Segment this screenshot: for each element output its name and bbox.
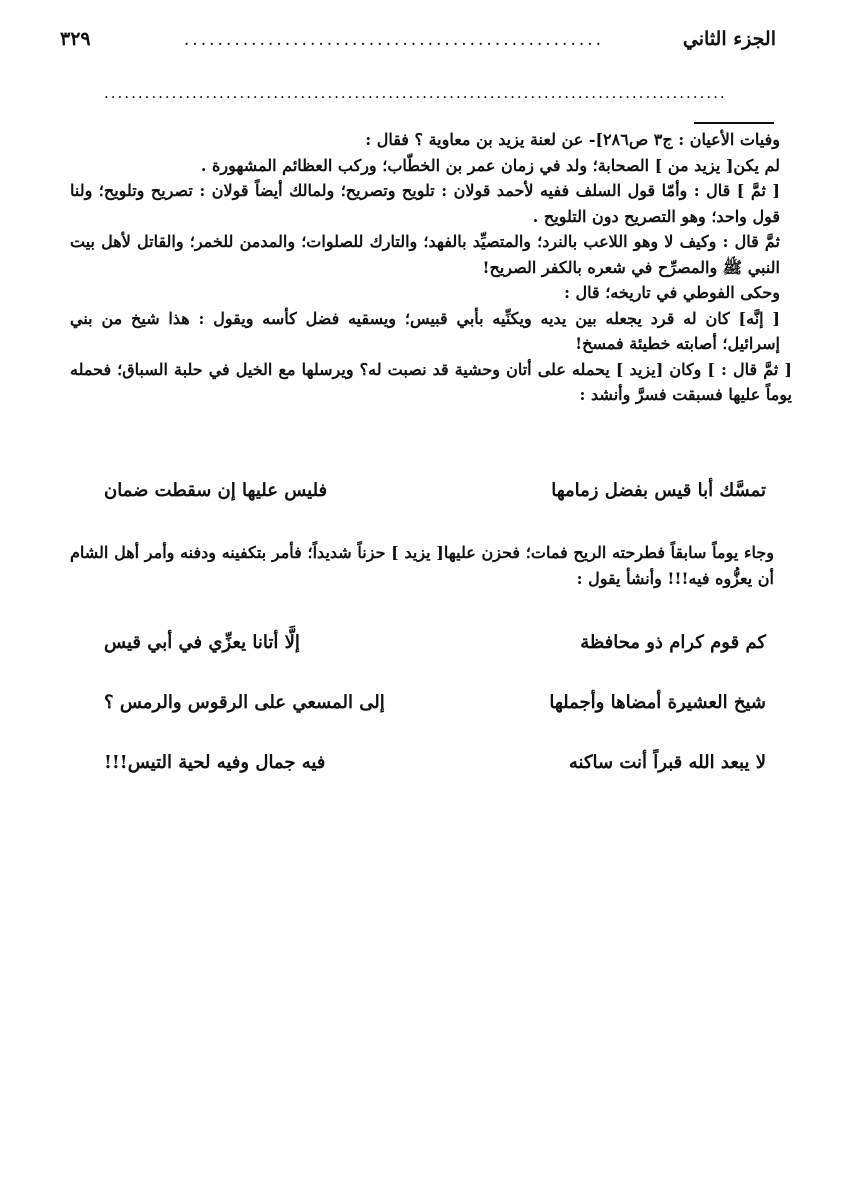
verse-first-hemistich: كم قوم كرام ذو محافظة: [580, 632, 766, 653]
verse-first-hemistich: لا يبعد الله قبراً أنت ساكنه: [568, 752, 766, 773]
paragraph-source: وفيات الأعيان : ج٣ ص٢٨٦]- عن لعنة يزيد بن معاوية ؟ فقال :: [365, 130, 780, 149]
page-number: ٣٢٩: [60, 28, 91, 50]
paragraph-monkey: [ إنَّه] كان له قرد يجعله بين يديه ويكنِّيه بأبي قبيس؛ ويسقيه فضل كأسه ويقول : هذا شيخ من بني إسرائيل؛ أصابته خطيئة فمسخ!: [70, 308, 780, 353]
paragraph-not-companion: لم يكن[ يزيد من ] الصحابة؛ ولد في زمان عمر بن الخطّاب؛ وركب العظائم المشهورة .: [200, 155, 780, 175]
text-block-middle: [70, 540, 774, 592]
page-header: [60, 28, 776, 64]
paragraph-how-not: ثمَّ قال : وكيف لا وهو اللاعب بالنرد؛ والمتصيِّد بالفهد؛ والتارك للصلوات؛ والمدمن للخمر؛ والقاتل لأهل بيت النبي ﷺ والمصرِّح في شعره بالكفر الصريح!: [70, 232, 780, 277]
verse-first-hemistich: شيخ العشيرة أمضاها وأجملها: [549, 692, 766, 713]
verse-line: [104, 632, 766, 662]
verse-line: [104, 480, 766, 510]
verse-first-hemistich: تمسَّك أبا قيس بفضل زمامها: [551, 480, 766, 501]
text-block-top: [70, 127, 792, 408]
section-title: الجزء الثاني: [682, 28, 776, 50]
verse-second-hemistich: إلَّا أتانا يعزِّي في أبي قيس: [104, 632, 300, 653]
dotted-separator: ............................................................................................: [104, 84, 727, 102]
footnote-rule: [694, 122, 774, 124]
verse-second-hemistich: فليس عليها إن سقطت ضمان: [104, 480, 328, 501]
paragraph-salaf-opinion: [ ثمَّ ] قال : وأمّا قول السلف ففيه لأحمد قولان : تلويح وتصريح؛ ولمالك أيضاً قولان : تصريح وتلويح؛ ولنا قول واحد؛ وهو التصريح دون التلويح .: [70, 181, 780, 226]
verse-line: [104, 752, 766, 782]
verse-second-hemistich: إلى المسعي على الرقوس والرمس ؟: [104, 692, 385, 713]
dot-leader: ..................................................: [183, 30, 605, 50]
verse-second-hemistich: فيه جمال وفيه لحية التيس!!!: [104, 752, 326, 773]
paragraph-race: [ ثمَّ قال : ] وكان [يزيد ] يحمله على أتان وحشية قد نصبت له؟ ويرسلها مع الخيل في حلبة السباق؛ فحمله يوماً عليها فسبقت فسرَّ وأنشد :: [70, 359, 792, 404]
paragraph-death: وجاء يوماً سابقاً فطرحته الريح فمات؛ فحزن عليها[ يزيد ] حزناً شديداً؛ فأمر بتكفينه ودفنه وأمر أهل الشام أن يعزُّوه فيه!!! وأنشأ يقول :: [70, 543, 774, 588]
verse-line: [104, 692, 766, 722]
paragraph-fuwati: وحكى الفوطي في تاريخه؛ قال :: [564, 283, 780, 302]
